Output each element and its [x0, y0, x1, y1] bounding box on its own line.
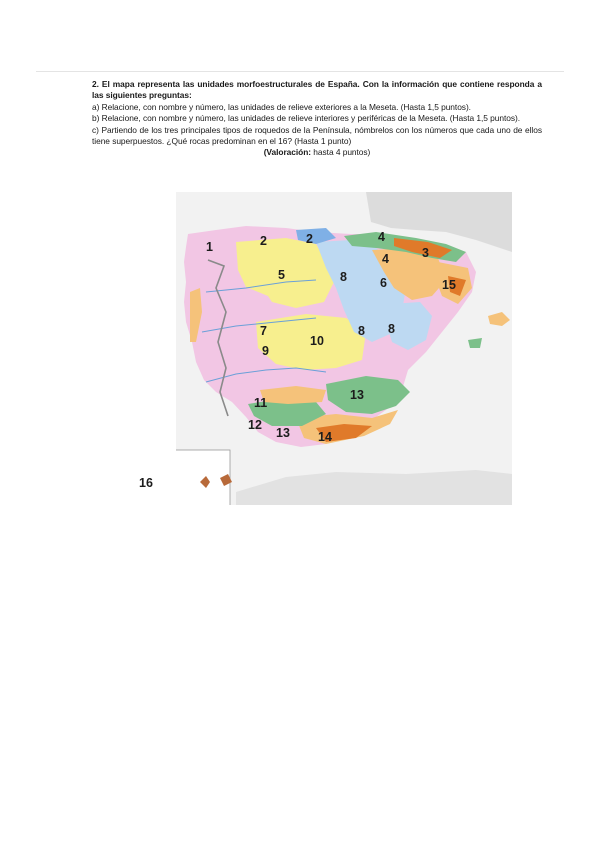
map-label-7: 7	[260, 324, 267, 338]
map-label-5: 5	[278, 268, 285, 282]
map-label-2b: 2	[306, 232, 313, 246]
question-item-b: b) Relacione, con nombre y número, las unidades de relieve interiores y periféricas de la Meseta. (Hasta 1,5 puntos).	[92, 113, 521, 124]
map-label-9: 9	[262, 344, 269, 358]
map-label-13b: 13	[276, 426, 290, 440]
page-divider	[36, 71, 564, 72]
map-label-11: 11	[254, 396, 268, 410]
map-label-4a: 4	[378, 230, 385, 244]
valoracion-line	[92, 147, 542, 158]
map-label-1: 1	[206, 240, 213, 254]
map-label-8c: 8	[388, 322, 395, 336]
map-label-12: 12	[248, 418, 262, 432]
map-label-8a: 8	[340, 270, 347, 284]
question-title: 2. El mapa representa las unidades morfoestructurales de España. Con la información que contiene responda a las siguientes preguntas:	[92, 79, 542, 101]
map-label-10: 10	[310, 334, 324, 348]
map-label-4b: 4	[382, 252, 389, 266]
map-label-8b: 8	[358, 324, 365, 338]
spain-relief-map	[176, 192, 512, 505]
map-label-15: 15	[442, 278, 456, 292]
valoracion-label: (Valoración:	[263, 147, 312, 158]
canary-label-16: 16	[139, 476, 153, 490]
question-block	[92, 79, 542, 159]
map-graphic	[176, 192, 512, 505]
map-label-13a: 13	[350, 388, 364, 402]
question-item-c: c) Partiendo de los tres principales tipos de roquedos de la Península, nómbrelos con los números que cada uno de ellos tiene superpuestos. ¿Qué rocas predominan en el 16? (Hasta 1 punto)	[92, 124, 542, 147]
map-label-6: 6	[380, 276, 387, 290]
question-item-a: a) Relacione, con nombre y número, las unidades de relieve exteriores a la Meseta. (Hasta 1,5 puntos).	[92, 101, 471, 112]
map-label-3: 3	[422, 246, 429, 260]
valoracion-text: hasta 4 puntos)	[311, 147, 371, 158]
map-label-2a: 2	[260, 234, 267, 248]
map-label-14: 14	[318, 430, 332, 444]
